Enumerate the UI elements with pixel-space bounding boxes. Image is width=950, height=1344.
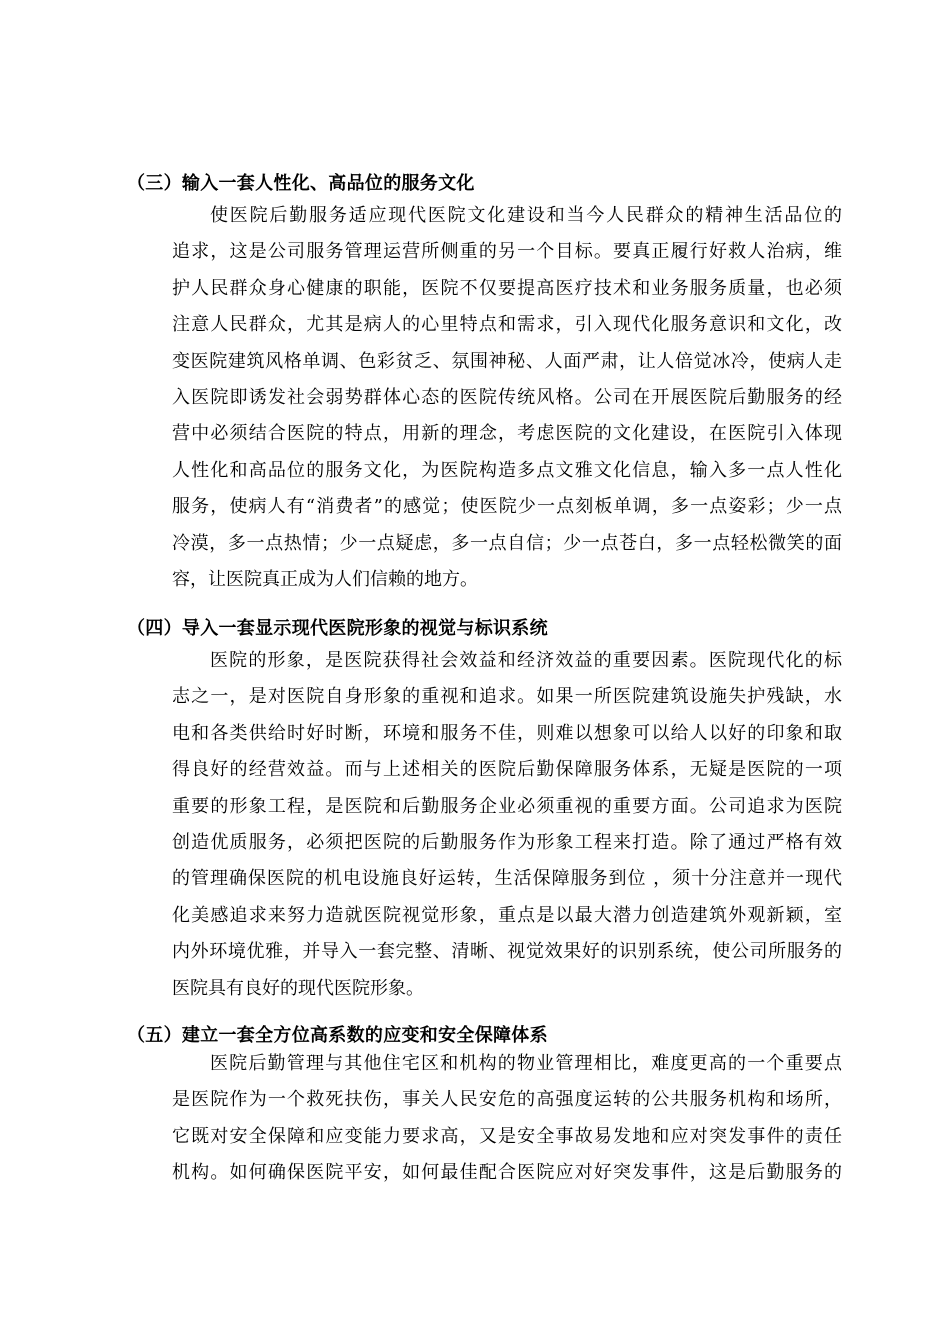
section-body-5 [172,1046,842,1192]
paragraph-line: 服务，使病人有“消费者”的感觉；使医院少一点刻板单调，多一点姿彩；少一点 [172,496,842,518]
paragraph-line: 注意人民群众，尤其是病人的心里特点和需求，引入现代化服务意识和文化，改 [172,314,842,336]
section-heading-5: （五）建立一套全方位高系数的应变和安全保障体系 [127,1025,548,1046]
section-heading-3: （三）输入一套人性化、高品位的服务文化 [127,173,475,194]
paragraph-line: 容，让医院真正成为人们信赖的地方。 [172,568,478,590]
paragraph-line: 使医院后勤服务适应现代医院文化建设和当今人民群众的精神生活品位的 [210,205,842,226]
paragraph-line: 重要的形象工程，是医院和后勤服务企业必须重视的重要方面。公司追求为医院 [172,795,842,817]
paragraph-line: 变医院建筑风格单调、色彩贫乏、氛围神秘、人面严肃，让人倍觉冰冷，使病人走 [172,350,842,372]
paragraph-line: 机构。如何确保医院平安，如何最佳配合医院应对好突发事件，这是后勤服务的 [172,1162,842,1184]
paragraph-line: 入医院即诱发社会弱势群体心态的医院传统风格。公司在开展医院后勤服务的经 [172,386,842,408]
paragraph-line: 创造优质服务，必须把医院的后勤服务作为形象工程来打造。除了通过严格有效 [172,831,842,853]
paragraph-line: 它既对安全保障和应变能力要求高，又是安全事故易发地和应对突发事件的责任 [172,1125,842,1147]
section-body-3 [172,198,842,598]
paragraph-line: 化美感追求来努力造就医院视觉形象，重点是以最大潜力创造建筑外观新颖，室 [172,904,842,926]
paragraph-line: 志之一，是对医院自身形象的重视和追求。如果一所医院建筑设施失护残缺，水 [172,686,842,708]
paragraph-line: 医院后勤管理与其他住宅区和机构的物业管理相比，难度更高的一个重要点 [210,1053,842,1074]
paragraph-line: 冷漠，多一点热情；少一点疑虑，多一点自信；少一点苍白，多一点轻松微笑的面 [172,532,842,554]
paragraph-line: 医院具有良好的现代医院形象。 [172,977,424,999]
paragraph-line: 护人民群众身心健康的职能，医院不仅要提高医疗技术和业务服务质量，也必须 [172,277,842,299]
paragraph-line: 营中必须结合医院的特点，用新的理念，考虑医院的文化建设，在医院引入体现 [172,423,842,445]
paragraph-line: 电和各类供给时好时断，环境和服务不佳，则难以想象可以给人以好的印象和取 [172,722,842,744]
paragraph-line: 得良好的经营效益。而与上述相关的医院后勤保障服务体系，无疑是医院的一项 [172,759,842,781]
paragraph-line: 人性化和高品位的服务文化，为医院构造多点文雅文化信息，输入多一点人性化 [172,459,842,481]
paragraph-line: 内外环境优雅，并导入一套完整、清晰、视觉效果好的识别系统，使公司所服务的 [172,941,842,963]
section-body-4 [172,643,842,1007]
paragraph-line: 追求，这是公司服务管理运营所侧重的另一个目标。要真正履行好救人治病，维 [172,241,842,263]
section-heading-4: （四）导入一套显示现代医院形象的视觉与标识系统 [127,618,548,639]
paragraph-line: 医院的形象，是医院获得社会效益和经济效益的重要因素。医院现代化的标 [210,650,842,671]
paragraph-line: 的管理确保医院的机电设施良好运转，生活保障服务到位 ，须十分注意并一现代 [172,868,842,890]
paragraph-line: 是医院作为一个救死扶伤，事关人民安危的高强度运转的公共服务机构和场所， [172,1089,842,1111]
